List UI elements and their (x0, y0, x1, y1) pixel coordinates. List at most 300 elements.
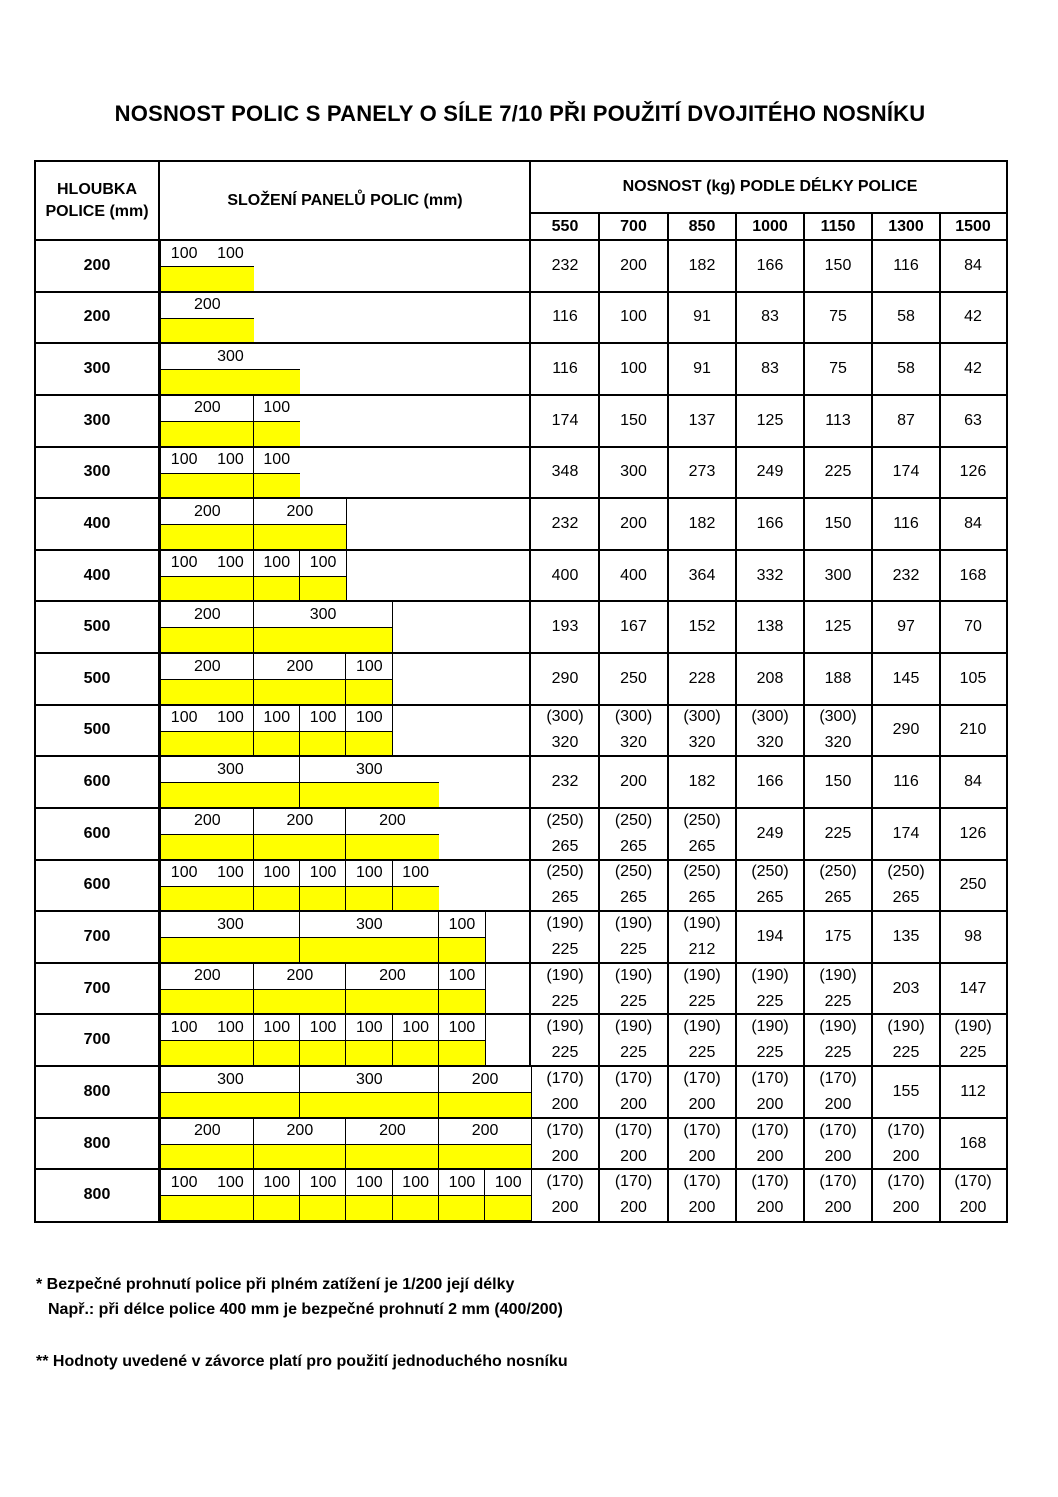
capacity-cell (668, 963, 736, 1015)
capacity-value: (170) (546, 1173, 584, 1191)
capacity-cell (599, 498, 668, 550)
capacity-value: 265 (756, 889, 784, 907)
panel-width-label: 200 (161, 293, 254, 318)
capacity-value: 150 (824, 256, 852, 274)
capacity-value: 182 (688, 773, 716, 791)
capacity-cell (599, 343, 668, 395)
capacity-cell (804, 1066, 872, 1118)
panel-width-label: 100 (207, 551, 253, 576)
panel-width-label: 200 (346, 809, 439, 834)
capacity-value: (250) (683, 811, 721, 829)
header-depth-line2: POLICE (mm) (45, 203, 149, 220)
panel-width-label: 100 (439, 1015, 485, 1040)
page-title: NOSNOST POLIC S PANELY O SÍLE 7/10 PŘI POUŽITÍ DVOJITÉHO NOSNÍKU (114, 101, 926, 126)
capacity-value: (170) (819, 1121, 857, 1139)
capacity-cell (599, 550, 668, 602)
header-depth (36, 162, 158, 240)
panel-fill (161, 782, 300, 807)
panel-fill (161, 473, 207, 498)
panel-fill (300, 937, 439, 962)
capacity-value: 225 (824, 992, 852, 1010)
capacity-cell (804, 860, 872, 912)
capacity-value: 105 (959, 669, 987, 687)
panel-width-label: 200 (254, 499, 347, 524)
capacity-cell (668, 601, 736, 653)
header-length-550: 550 (551, 218, 579, 235)
capacity-cell (668, 1014, 736, 1066)
panel-fill (346, 886, 392, 911)
panel-width-label: 300 (300, 912, 439, 937)
capacity-cell (872, 963, 940, 1015)
panel-fill (439, 989, 485, 1014)
panel-width-label: 100 (300, 861, 346, 886)
capacity-value: (170) (614, 1173, 653, 1191)
panel-fill (161, 627, 254, 652)
panel-width-label: 200 (161, 809, 254, 834)
panel-fill (161, 524, 254, 549)
capacity-cell (736, 705, 804, 757)
capacity-cell (736, 653, 804, 705)
capacity-value: 225 (620, 992, 647, 1010)
capacity-cell (804, 447, 872, 499)
capacity-value: 200 (892, 1147, 920, 1165)
capacity-value: (170) (887, 1173, 925, 1191)
capacity-cell (668, 860, 736, 912)
capacity-cell (531, 808, 599, 860)
panel-composition (160, 1066, 532, 1118)
header-length-850: 850 (688, 218, 716, 235)
capacity-value: (250) (546, 811, 584, 829)
capacity-cell (668, 1066, 736, 1118)
row-depth: 700 (83, 928, 111, 946)
capacity-cell (531, 240, 599, 292)
capacity-value: 200 (688, 1199, 716, 1217)
capacity-value: (190) (683, 1018, 721, 1036)
header-length-1000: 1000 (752, 218, 788, 235)
panel-width-label: 100 (300, 551, 346, 576)
capacity-cell (668, 653, 736, 705)
capacity-value: (170) (954, 1173, 992, 1191)
capacity-value: 168 (959, 566, 987, 584)
capacity-cell (872, 756, 940, 808)
capacity-value: 265 (688, 837, 716, 855)
panel-width-label: 100 (161, 1170, 207, 1195)
panel-fill (161, 1092, 300, 1117)
capacity-cell (599, 1066, 668, 1118)
capacity-cell (804, 292, 872, 344)
panel-fill (161, 1040, 207, 1065)
capacity-value: 200 (620, 1199, 647, 1217)
capacity-cell (668, 1118, 736, 1170)
capacity-value: 126 (959, 824, 987, 842)
capacity-cell (736, 808, 804, 860)
capacity-value: (190) (546, 915, 584, 933)
capacity-value: 137 (688, 411, 716, 429)
capacity-cell (736, 550, 804, 602)
panel-width-label: 100 (207, 241, 253, 266)
capacity-value: 150 (824, 514, 852, 532)
capacity-value: (190) (546, 966, 584, 984)
panel-width-label: 100 (485, 1170, 531, 1195)
capacity-cell (940, 911, 1006, 963)
panel-fill (161, 318, 254, 343)
panel-composition (160, 963, 486, 1015)
capacity-cell (940, 395, 1006, 447)
capacity-value: (170) (614, 1069, 653, 1087)
capacity-value: (170) (546, 1069, 584, 1087)
capacity-cell (940, 756, 1006, 808)
capacity-value: 265 (620, 837, 647, 855)
capacity-cell (872, 860, 940, 912)
capacity-cell (872, 292, 940, 344)
capacity-value: 300 (620, 463, 647, 481)
capacity-value: 116 (893, 773, 919, 791)
capacity-cell (872, 240, 940, 292)
capacity-cell (940, 1169, 1006, 1221)
panel-composition (160, 756, 439, 808)
capacity-value: (300) (683, 708, 721, 726)
panel-fill (346, 989, 439, 1014)
capacity-value: (250) (614, 863, 653, 881)
capacity-value: 116 (552, 308, 578, 326)
capacity-value: 200 (756, 1095, 784, 1113)
capacity-cell (804, 808, 872, 860)
capacity-value: 225 (620, 941, 647, 959)
row-depth: 600 (83, 824, 111, 842)
row-depth: 600 (83, 773, 111, 791)
capacity-value: 200 (756, 1147, 784, 1165)
capacity-value: 63 (964, 411, 982, 429)
capacity-value: 91 (693, 360, 711, 378)
capacity-cell (940, 601, 1006, 653)
header-composition: SLOŽENÍ PANELŮ POLIC (mm) (227, 192, 463, 209)
capacity-value: 98 (964, 928, 982, 946)
capacity-cell (668, 343, 736, 395)
capacity-value: (170) (751, 1069, 789, 1087)
panel-width-label: 100 (207, 706, 253, 731)
panel-width-label: 100 (161, 448, 207, 473)
panel-width-label: 200 (161, 964, 254, 989)
row-depth: 800 (83, 1186, 111, 1204)
capacity-value: 250 (959, 876, 987, 894)
panel-composition (160, 1118, 532, 1170)
capacity-cell (599, 240, 668, 292)
panel-fill (300, 576, 346, 601)
panel-width-label: 200 (254, 964, 347, 989)
panel-fill (300, 1195, 346, 1220)
panel-fill (346, 679, 392, 704)
capacity-cell (804, 550, 872, 602)
panel-width-label: 100 (254, 1170, 300, 1195)
panel-fill (300, 886, 346, 911)
panel-width-label: 100 (254, 861, 300, 886)
capacity-value: 225 (551, 1044, 579, 1062)
row-depth: 700 (83, 979, 111, 997)
panel-width-label: 100 (207, 861, 253, 886)
capacity-value: 200 (620, 514, 647, 532)
panel-width-label: 200 (254, 1119, 347, 1144)
capacity-value: 155 (892, 1082, 920, 1100)
capacity-value: (250) (546, 863, 584, 881)
panel-fill (254, 1195, 300, 1220)
capacity-value: 290 (551, 669, 579, 687)
capacity-value: (250) (819, 863, 857, 881)
panel-width-label: 100 (254, 448, 300, 473)
header-depth-line1: HLOUBKA (57, 181, 137, 198)
panel-width-label: 100 (393, 861, 439, 886)
capacity-cell (736, 1014, 804, 1066)
capacity-value: 200 (959, 1199, 987, 1217)
capacity-cell (531, 498, 599, 550)
capacity-value: 167 (620, 618, 647, 636)
capacity-cell (531, 1118, 599, 1170)
panel-width-label: 100 (161, 1015, 207, 1040)
capacity-cell (599, 963, 668, 1015)
panel-fill (254, 834, 347, 859)
capacity-value: 200 (688, 1095, 716, 1113)
capacity-value: 174 (892, 824, 920, 842)
header-length-700: 700 (620, 218, 647, 235)
capacity-value: 91 (693, 308, 711, 326)
row-depth: 500 (83, 618, 111, 636)
panel-fill (161, 937, 300, 962)
panel-fill (161, 421, 254, 446)
panel-fill (161, 834, 254, 859)
panel-composition (160, 292, 254, 344)
capacity-value: 83 (761, 308, 779, 326)
panel-width-label: 100 (439, 912, 485, 937)
capacity-cell (872, 911, 940, 963)
capacity-value: 188 (824, 669, 852, 687)
capacity-value: 87 (897, 411, 915, 429)
capacity-value: (190) (751, 1018, 789, 1036)
capacity-value: 58 (897, 308, 915, 326)
panel-fill (254, 886, 300, 911)
capacity-value: 200 (824, 1095, 852, 1113)
capacity-value: 232 (551, 514, 579, 532)
capacity-cell (872, 653, 940, 705)
capacity-value: (190) (683, 966, 721, 984)
capacity-cell (668, 911, 736, 963)
capacity-cell (599, 705, 668, 757)
panel-composition (160, 1169, 532, 1221)
row-depth: 400 (83, 514, 111, 532)
panel-width-label: 100 (346, 861, 392, 886)
capacity-value: 100 (620, 308, 647, 326)
panel-fill (439, 937, 485, 962)
capacity-value: (300) (546, 708, 584, 726)
panel-composition (160, 343, 300, 395)
capacity-value: 320 (824, 734, 852, 752)
capacity-value: (170) (546, 1121, 584, 1139)
row-depth: 800 (83, 1134, 111, 1152)
row-depth: 300 (83, 360, 111, 378)
panel-fill (161, 369, 300, 394)
panel-composition (160, 395, 300, 447)
note-parentheses: ** Hodnoty uvedené v závorce platí pro použití jednoduchého nosníku (36, 1353, 568, 1370)
panel-width-label: 100 (346, 1015, 392, 1040)
capacity-cell (531, 1014, 599, 1066)
capacity-cell (804, 911, 872, 963)
capacity-value: 200 (892, 1199, 920, 1217)
capacity-value: 100 (620, 360, 647, 378)
panel-fill (207, 576, 253, 601)
capacity-value: 138 (756, 618, 784, 636)
capacity-value: 265 (688, 889, 716, 907)
capacity-cell (736, 601, 804, 653)
panel-fill (254, 1144, 347, 1169)
capacity-cell (531, 653, 599, 705)
capacity-value: 225 (551, 941, 579, 959)
row-depth: 300 (83, 411, 111, 429)
capacity-cell (736, 963, 804, 1015)
capacity-value: 225 (824, 824, 852, 842)
capacity-value: (300) (614, 708, 653, 726)
capacity-cell (940, 705, 1006, 757)
note-deflection: * Bezpečné prohnutí police při plném zatížení je 1/200 její délky (36, 1276, 515, 1293)
panel-fill (207, 886, 253, 911)
capacity-cell (804, 343, 872, 395)
capacity-value: 364 (688, 566, 716, 584)
capacity-value: (190) (954, 1018, 992, 1036)
capacity-value: (250) (751, 863, 789, 881)
capacity-value: (170) (819, 1069, 857, 1087)
capacity-value: 200 (551, 1199, 579, 1217)
panel-width-label: 300 (161, 1067, 300, 1092)
capacity-cell (804, 1118, 872, 1170)
capacity-cell (804, 963, 872, 1015)
capacity-cell (531, 911, 599, 963)
capacity-cell (940, 1066, 1006, 1118)
row-depth: 400 (83, 566, 111, 584)
capacity-value: 200 (620, 256, 647, 274)
capacity-value: 200 (620, 773, 647, 791)
capacity-value: 273 (688, 463, 716, 481)
panel-fill (393, 886, 439, 911)
capacity-value: (300) (819, 708, 857, 726)
capacity-cell (599, 1014, 668, 1066)
panel-fill (300, 1040, 346, 1065)
capacity-cell (872, 550, 940, 602)
capacity-value: 84 (964, 256, 982, 274)
header-length-1150: 1150 (820, 218, 856, 235)
panel-fill (161, 679, 254, 704)
capacity-cell (531, 963, 599, 1015)
panel-fill (207, 731, 253, 756)
panel-width-label: 100 (346, 654, 392, 679)
capacity-value: 150 (824, 773, 852, 791)
capacity-cell (940, 447, 1006, 499)
row-depth: 800 (83, 1082, 111, 1100)
capacity-value: 150 (620, 411, 647, 429)
panel-composition (160, 447, 300, 499)
capacity-value: (170) (751, 1121, 789, 1139)
capacity-cell (736, 911, 804, 963)
panel-width-label: 100 (393, 1170, 439, 1195)
capacity-value: 225 (551, 992, 579, 1010)
capacity-value: 320 (756, 734, 784, 752)
capacity-cell (736, 292, 804, 344)
panel-fill (254, 679, 347, 704)
capacity-value: 300 (824, 566, 852, 584)
panel-composition (160, 705, 393, 757)
capacity-table (34, 160, 1008, 1223)
capacity-cell (599, 911, 668, 963)
panel-composition (160, 601, 393, 653)
capacity-cell (804, 1169, 872, 1221)
capacity-value: 116 (893, 256, 919, 274)
capacity-value: (170) (751, 1173, 789, 1191)
capacity-value: 200 (620, 1147, 647, 1165)
panel-width-label: 300 (300, 757, 439, 782)
capacity-value: 332 (756, 566, 784, 584)
capacity-cell (940, 240, 1006, 292)
capacity-value: 265 (892, 889, 920, 907)
panel-fill (254, 576, 300, 601)
capacity-value: 97 (897, 618, 915, 636)
row-depth: 300 (83, 463, 111, 481)
capacity-value: 225 (824, 463, 852, 481)
capacity-cell (872, 395, 940, 447)
capacity-cell (668, 756, 736, 808)
capacity-value: 250 (620, 669, 647, 687)
capacity-value: 225 (688, 992, 716, 1010)
capacity-cell (531, 860, 599, 912)
capacity-cell (668, 808, 736, 860)
capacity-cell (531, 756, 599, 808)
panel-width-label: 100 (300, 706, 346, 731)
panel-width-label: 100 (393, 1015, 439, 1040)
capacity-value: 265 (824, 889, 852, 907)
panel-fill (161, 731, 207, 756)
panel-width-label: 100 (439, 1170, 485, 1195)
panel-fill (346, 731, 392, 756)
capacity-cell (599, 395, 668, 447)
capacity-value: 152 (688, 618, 716, 636)
capacity-value: 175 (824, 928, 852, 946)
capacity-value: 225 (688, 1044, 716, 1062)
panel-width-label: 300 (254, 602, 393, 627)
capacity-value: (190) (887, 1018, 925, 1036)
panel-composition (160, 860, 439, 912)
panel-width-label: 200 (254, 654, 347, 679)
capacity-value: (170) (683, 1173, 721, 1191)
capacity-cell (531, 705, 599, 757)
capacity-value: 166 (756, 773, 784, 791)
capacity-value: 193 (551, 618, 579, 636)
capacity-value: 225 (959, 1044, 987, 1062)
capacity-cell (872, 1014, 940, 1066)
capacity-value: 75 (829, 360, 847, 378)
capacity-value: (190) (751, 966, 789, 984)
panel-width-label: 100 (300, 1170, 346, 1195)
capacity-cell (531, 395, 599, 447)
capacity-value: (170) (887, 1121, 925, 1139)
capacity-value: (170) (683, 1069, 721, 1087)
panel-width-label: 100 (207, 1015, 253, 1040)
capacity-value: 147 (959, 979, 987, 997)
capacity-value: (190) (819, 966, 857, 984)
panel-width-label: 100 (207, 1170, 253, 1195)
panel-width-label: 200 (161, 499, 254, 524)
capacity-value: 116 (893, 514, 919, 532)
panel-width-label: 200 (161, 396, 254, 421)
capacity-value: 135 (892, 928, 920, 946)
panel-width-label: 200 (346, 1119, 439, 1144)
row-depth: 500 (83, 721, 111, 739)
capacity-cell (531, 447, 599, 499)
capacity-value: 232 (551, 256, 579, 274)
